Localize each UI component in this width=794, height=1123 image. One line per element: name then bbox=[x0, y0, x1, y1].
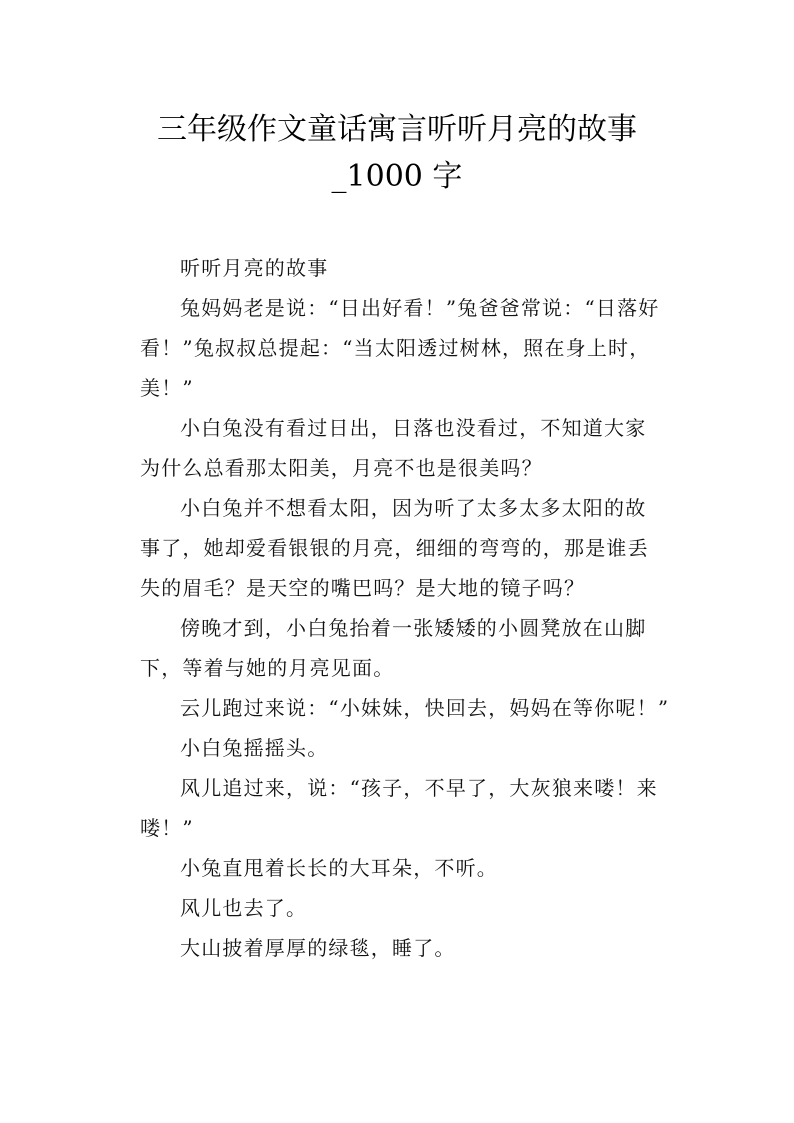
paragraph-line: 听听月亮的故事 bbox=[180, 256, 329, 280]
paragraph bbox=[140, 408, 660, 488]
paragraph bbox=[140, 288, 660, 408]
document-body bbox=[140, 248, 670, 968]
paragraph bbox=[140, 488, 660, 608]
paragraph-line: 失的眉毛？是天空的嘴巴吗？是大地的镜子吗？ bbox=[140, 576, 586, 600]
paragraph-subtitle bbox=[140, 248, 660, 288]
paragraph bbox=[140, 688, 670, 728]
paragraph bbox=[140, 728, 660, 768]
paragraph bbox=[140, 848, 660, 888]
paragraph bbox=[140, 608, 660, 688]
paragraph-line: 风儿追过来，说：“孩子，不早了，大灰狼来喽！来 bbox=[180, 776, 658, 800]
title-line-1: 三年级作文童话寓言听听月亮的故事 bbox=[157, 112, 637, 147]
paragraph-line: 傍晚才到，小白兔抬着一张矮矮的小圆凳放在山脚 bbox=[180, 616, 647, 640]
paragraph-line: 为什么总看那太阳美，月亮不也是很美吗？ bbox=[140, 456, 543, 480]
paragraph bbox=[140, 928, 660, 968]
paragraph-line: 美！” bbox=[140, 376, 194, 400]
paragraph-line: 小白兔摇摇头。 bbox=[180, 736, 329, 760]
paragraph-line: 看！”兔叔叔总提起：“当太阳透过树林，照在身上时， bbox=[140, 336, 651, 360]
paragraph-line: 事了，她却爱看银银的月亮，细细的弯弯的，那是谁丢 bbox=[140, 536, 649, 560]
paragraph-line: 大山披着厚厚的绿毯，睡了。 bbox=[180, 936, 456, 960]
title-line-2: _1000 字 bbox=[331, 159, 463, 194]
paragraph-line: 下，等着与她的月亮见面。 bbox=[140, 656, 395, 680]
paragraph-line: 小白兔没有看过日出，日落也没看过，不知道大家 bbox=[180, 416, 647, 440]
paragraph-line: 喽！” bbox=[140, 816, 194, 840]
paragraph-line: 风儿也去了。 bbox=[180, 896, 308, 920]
document-title bbox=[90, 106, 704, 200]
paragraph-line: 云儿跑过来说：“小妹妹，快回去，妈妈在等你呢！” bbox=[180, 696, 670, 720]
paragraph-line: 小兔直甩着长长的大耳朵，不听。 bbox=[180, 856, 498, 880]
paragraph bbox=[140, 888, 660, 928]
paragraph-line: 兔妈妈老是说：“日出好看！”兔爸爸常说：“日落好 bbox=[180, 296, 660, 320]
paragraph bbox=[140, 768, 660, 848]
paragraph-line: 小白兔并不想看太阳，因为听了太多太多太阳的故 bbox=[180, 496, 647, 520]
